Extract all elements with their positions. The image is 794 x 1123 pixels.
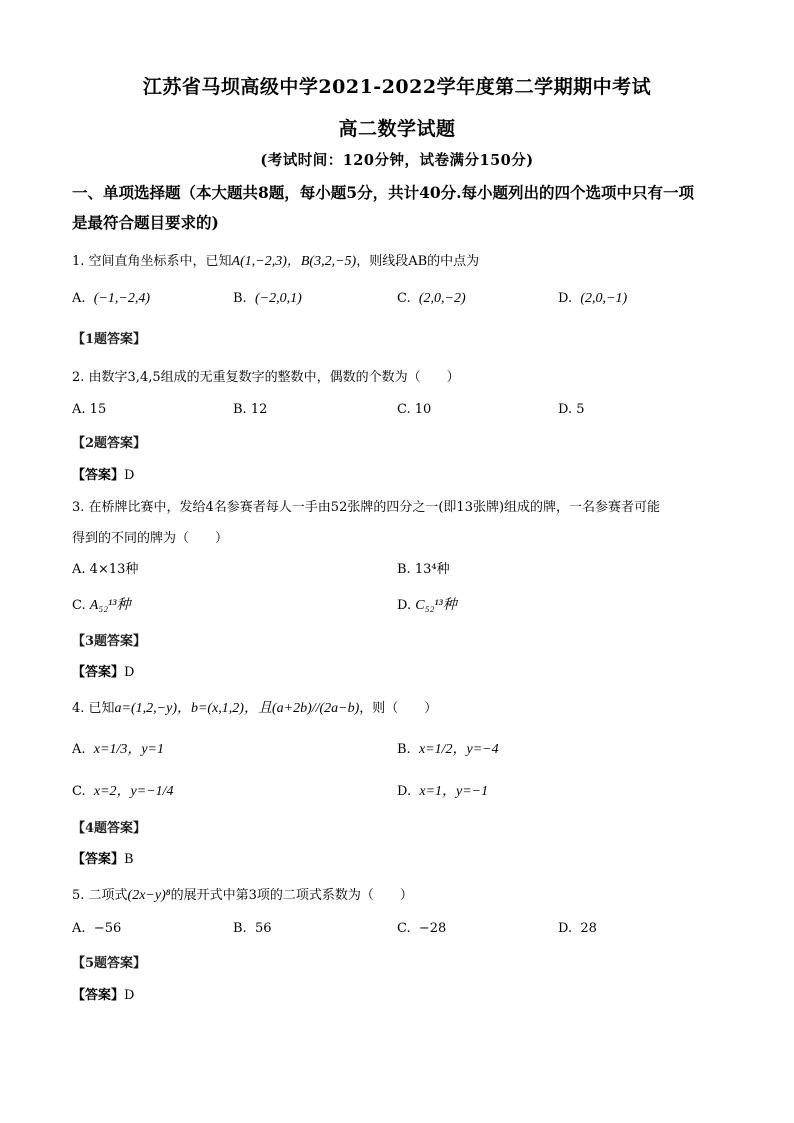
question-5-answer-head: 【5题答案】 — [72, 956, 147, 971]
section-heading-line1: 一、单项选择题（本大题共8题，每小题5分，共计40分.每小题列出的四个选项中只有一项 — [72, 183, 695, 202]
question-5-stem: 5. 二项式(2x−y)⁸的展开式中第3项的二项式系数为（ ） — [72, 888, 413, 903]
question-2-option-d: D. 5 — [558, 402, 585, 417]
question-3-answer: 【答案】D — [72, 665, 135, 680]
question-3-stem-line1: 3. 在桥牌比赛中，发给4名参赛者每人一手由52张牌的四分之一(即13张牌)组成的牌，一名参赛者可能 — [72, 500, 661, 515]
question-5-option-c: C. −28 — [397, 921, 447, 936]
question-4-option-b: B. x=1/2，y=−4 — [397, 742, 499, 757]
question-5-answer: 【答案】D — [72, 988, 135, 1003]
question-1-answer-head: 【1题答案】 — [72, 332, 147, 347]
question-1-math: A(1,−2,3)，B(3,2,−5) — [231, 254, 357, 269]
question-3-stem-line2: 得到的不同的牌为（ ） — [72, 531, 229, 546]
question-3-answer-head: 【3题答案】 — [72, 634, 147, 649]
question-4-math: a=(1,2,−y)，b=(x,1,2)，且(a+2b)//(2a−b) — [114, 701, 360, 716]
question-2-answer-head: 【2题答案】 — [72, 436, 147, 451]
question-3-option-d: D. C₅₂¹³种 — [397, 598, 457, 613]
question-5-math: (2x−y)⁸ — [127, 888, 171, 903]
question-1-option-a: A. (−1,−2,4) — [72, 291, 151, 306]
question-4-answer: 【答案】B — [72, 852, 134, 867]
question-2-option-a: A. 15 — [72, 402, 107, 417]
question-2-answer: 【答案】D — [72, 468, 135, 483]
exam-title: 江苏省马坝高级中学2021-2022学年度第二学期期中考试 — [142, 76, 652, 98]
question-3-option-b: B. 13⁴种 — [397, 562, 450, 577]
question-2-stem: 2. 由数字3,4,5组成的无重复数字的整数中，偶数的个数为（ ） — [72, 370, 460, 385]
section-heading — [72, 178, 732, 238]
question-2-option-b: B. 12 — [233, 402, 268, 417]
question-4-answer-head: 【4题答案】 — [72, 821, 147, 836]
question-4-option-d: D. x=1，y=−1 — [397, 784, 489, 799]
question-3-option-c: C. A₅₂¹³种 — [72, 598, 131, 613]
question-5-option-b: B. 56 — [233, 921, 272, 936]
exam-info: (考试时间：120分钟，试卷满分150分) — [260, 152, 534, 169]
question-4-option-c: C. x=2，y=−1/4 — [72, 784, 174, 799]
question-3-option-a: A. 4×13种 — [72, 562, 139, 577]
question-1-option-c: C. (2,0,−2) — [397, 291, 466, 306]
question-5-option-a: A. −56 — [72, 921, 122, 936]
question-1-option-b: B. (−2,0,1) — [233, 291, 302, 306]
question-5-option-d: D. 28 — [558, 921, 597, 936]
exam-subtitle: 高二数学试题 — [338, 118, 456, 140]
question-1-option-d: D. (2,0,−1) — [558, 291, 628, 306]
question-4-stem: 4. 已知a=(1,2,−y)，b=(x,1,2)，且(a+2b)//(2a−b)，则（ ） — [72, 701, 438, 716]
question-4-option-a: A. x=1/3，y=1 — [72, 742, 165, 757]
question-2-option-c: C. 10 — [397, 402, 432, 417]
question-1-stem: 1. 空间直角坐标系中，已知A(1,−2,3)，B(3,2,−5)，则线段AB的中点为 — [72, 254, 480, 269]
section-heading-line2: 是最符合题目要求的) — [72, 213, 219, 232]
